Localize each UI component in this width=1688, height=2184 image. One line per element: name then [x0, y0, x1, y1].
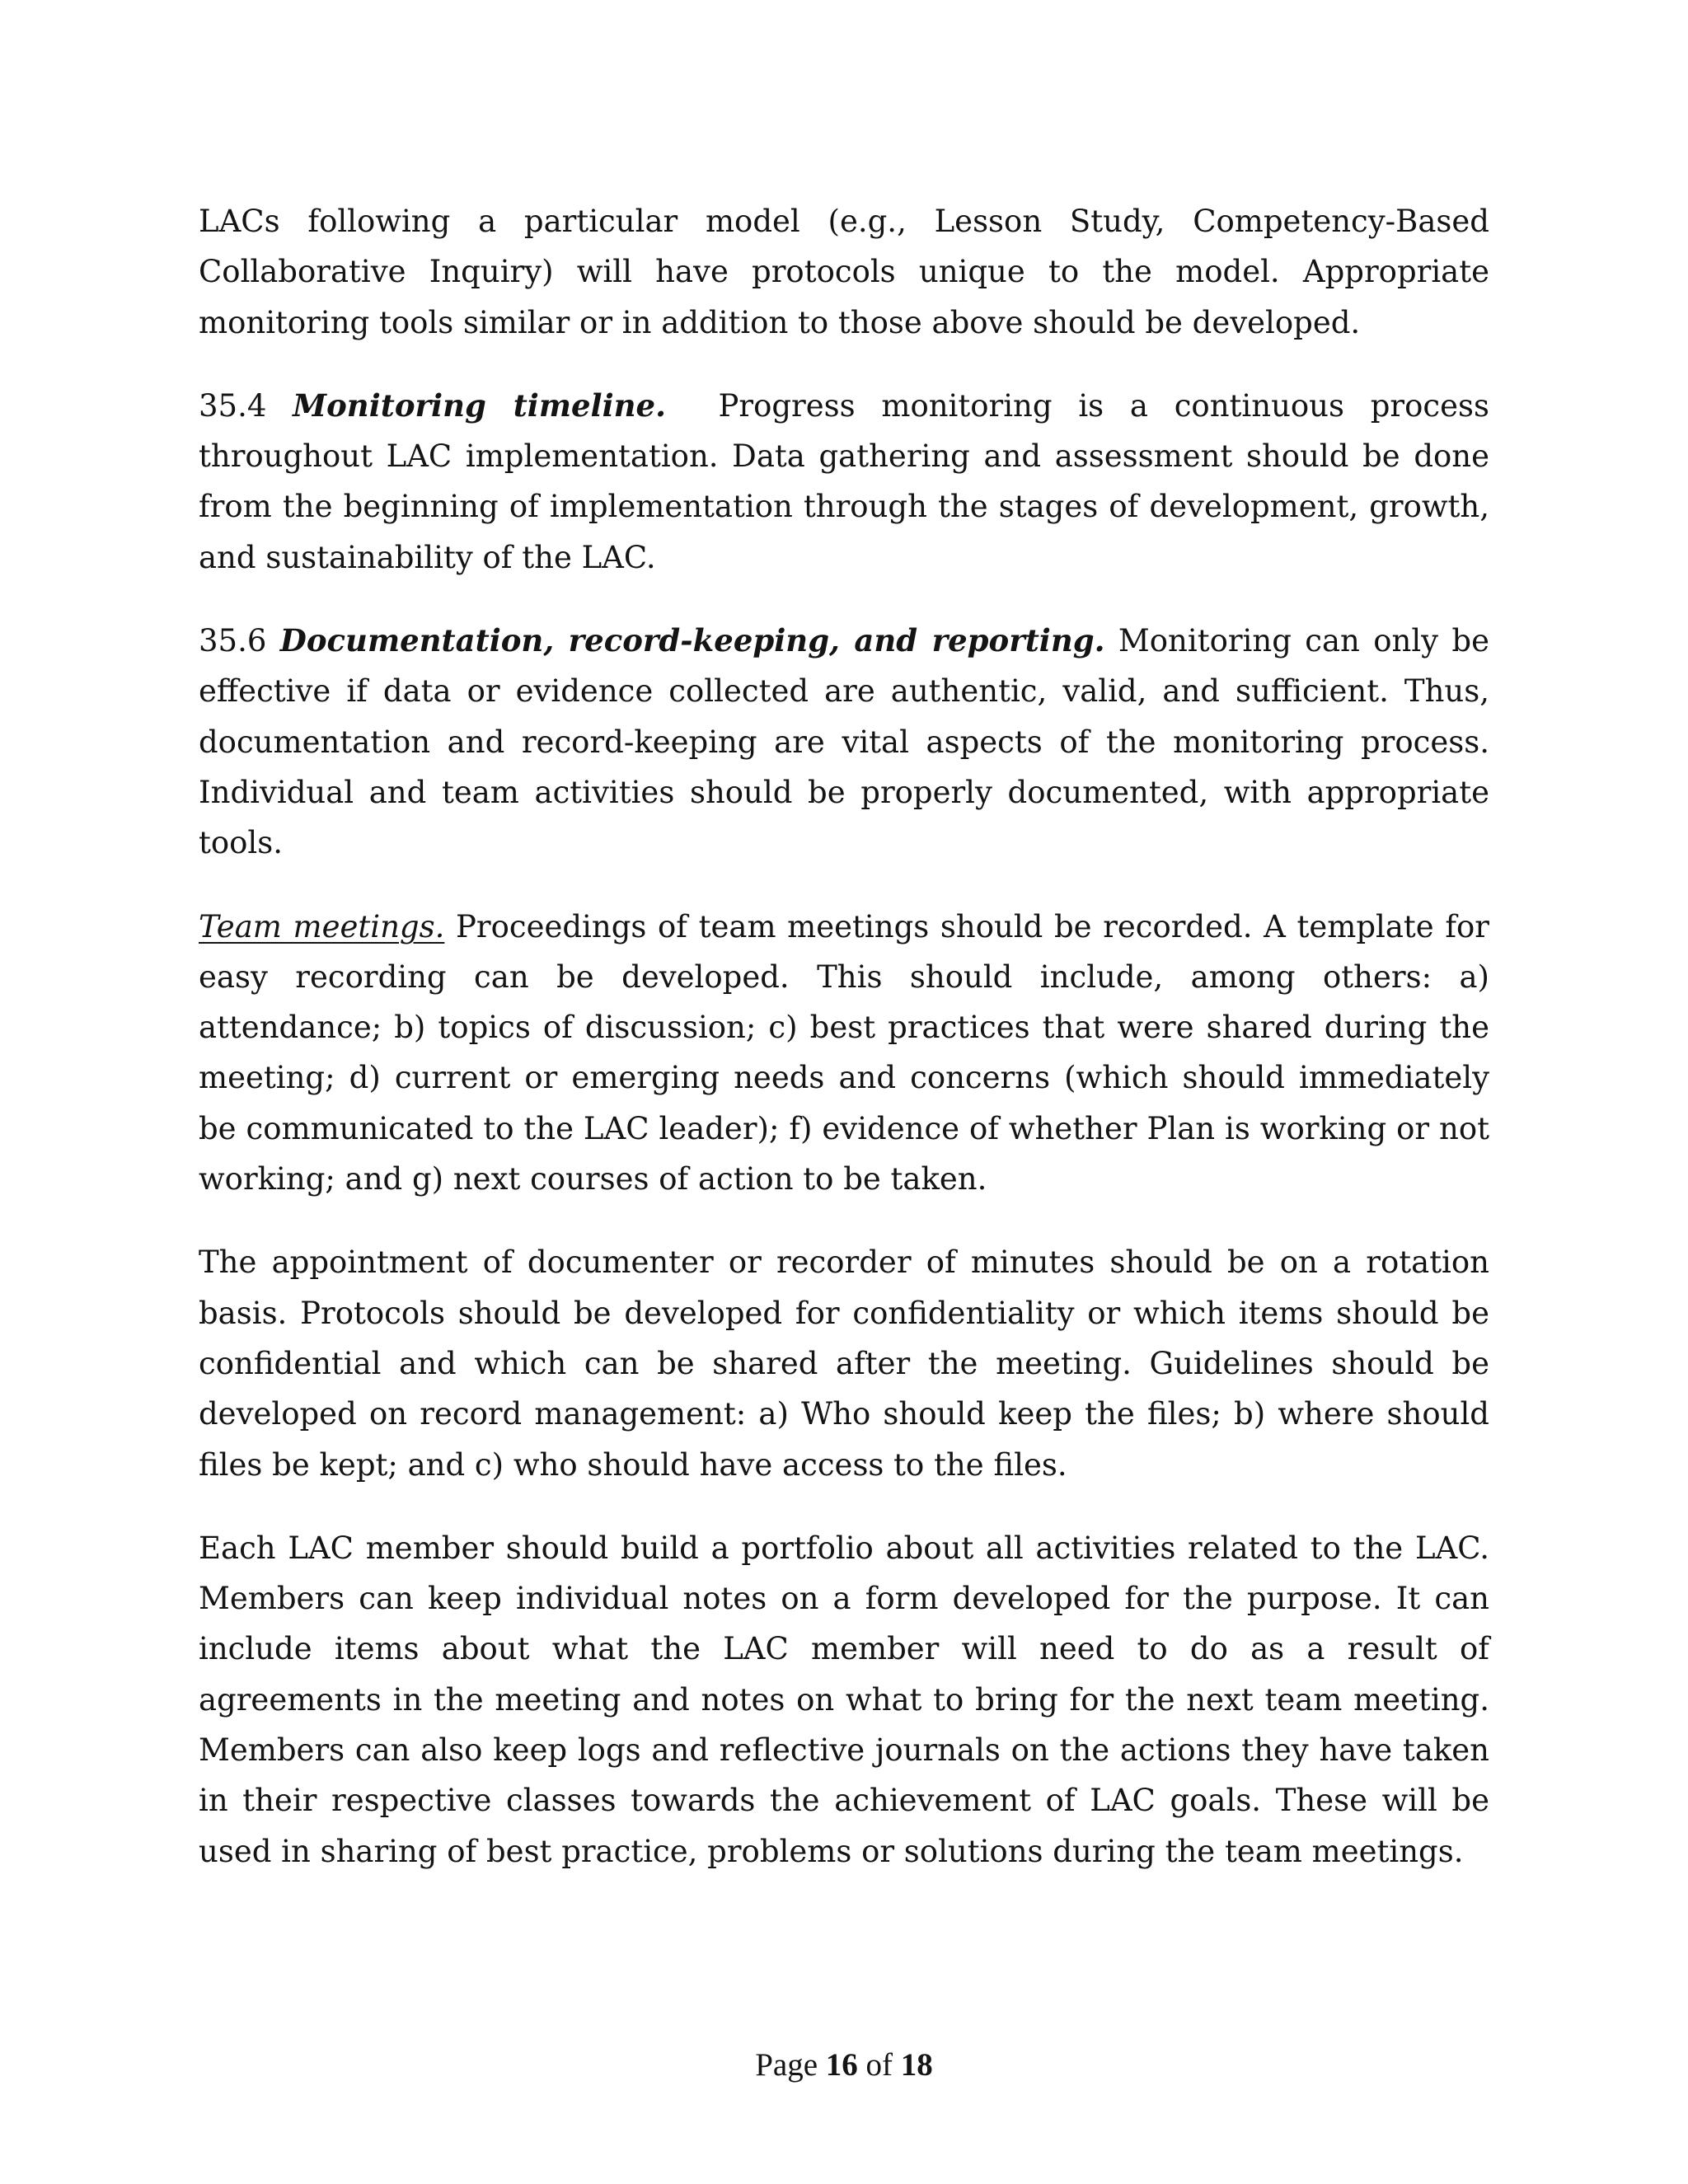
section-heading: Monitoring timeline.: [293, 387, 666, 424]
of-label: of: [865, 2047, 893, 2083]
paragraph-monitoring-timeline: [199, 381, 1489, 583]
paragraph-documentation: [199, 616, 1489, 868]
section-heading: Documentation, record-keeping, and reporting.: [279, 622, 1105, 659]
paragraph-lac-models: LACs following a particular model (e.g., Lesson Study, Competency-Based Collaborative Inquiry) will have protocols unique to the model. Appropriate monitoring tools similar or in addition to those above should be developed.: [199, 204, 1489, 340]
subsection-heading: Team meetings.: [199, 908, 445, 944]
paragraph-documenter-rotation: The appointment of documenter or recorder of minutes should be on a rotation basis. Protocols should be developed for confidentiality or which items should be confidential and which can be shared after the meeting. Guidelines should be developed on record management: a) Who should keep the files; b) where should files be kept; and c) who should have access to the files.: [199, 1244, 1489, 1483]
page-footer: [0, 2046, 1688, 2085]
subsection-text: Proceedings of team meetings should be recorded. A template for easy recording can be developed. This should include, among others: a) attendance; b) topics of discussion; c) best practices that were shared during the meeting; d) current or emerging needs and concerns (which should immediately be communicated to the LAC leader); f) evidence of whether Plan is working or not working; and g) next courses of action to be taken.: [199, 908, 1489, 1197]
current-page-number: 16: [825, 2047, 858, 2083]
section-text: Progress monitoring is a continuous process throughout LAC implementation. Data gathering and assessment should be done from the beginning of implementation through the stages of development, growth, and sustainability of the LAC.: [199, 387, 1489, 575]
paragraph-member-portfolio: Each LAC member should build a portfolio about all activities related to the LAC. Members can keep individual notes on a form developed for the purpose. It can include items about what the LAC member will need to do as a result of agreements in the meeting and notes on what to bring for the next team meeting. Members can also keep logs and reflective journals on the actions they have taken in their respective classes towards the achievement of LAC goals. These will be used in sharing of best practice, problems or solutions during the team meetings.: [199, 1530, 1489, 1869]
section-number: 35.6: [199, 623, 267, 659]
section-text: Monitoring can only be effective if data or evidence collected are authentic, valid, and sufficient. Thus, documentation and record-keeping are vital aspects of the monitoring process. Individual and team activities should be properly documented, with appropriate tools.: [199, 623, 1489, 861]
paragraph-team-meetings: [199, 902, 1489, 1205]
total-pages-number: 18: [900, 2047, 933, 2083]
section-number: 35.4: [199, 387, 267, 424]
document-body: [199, 196, 1489, 1910]
page-label: Page: [755, 2047, 818, 2083]
